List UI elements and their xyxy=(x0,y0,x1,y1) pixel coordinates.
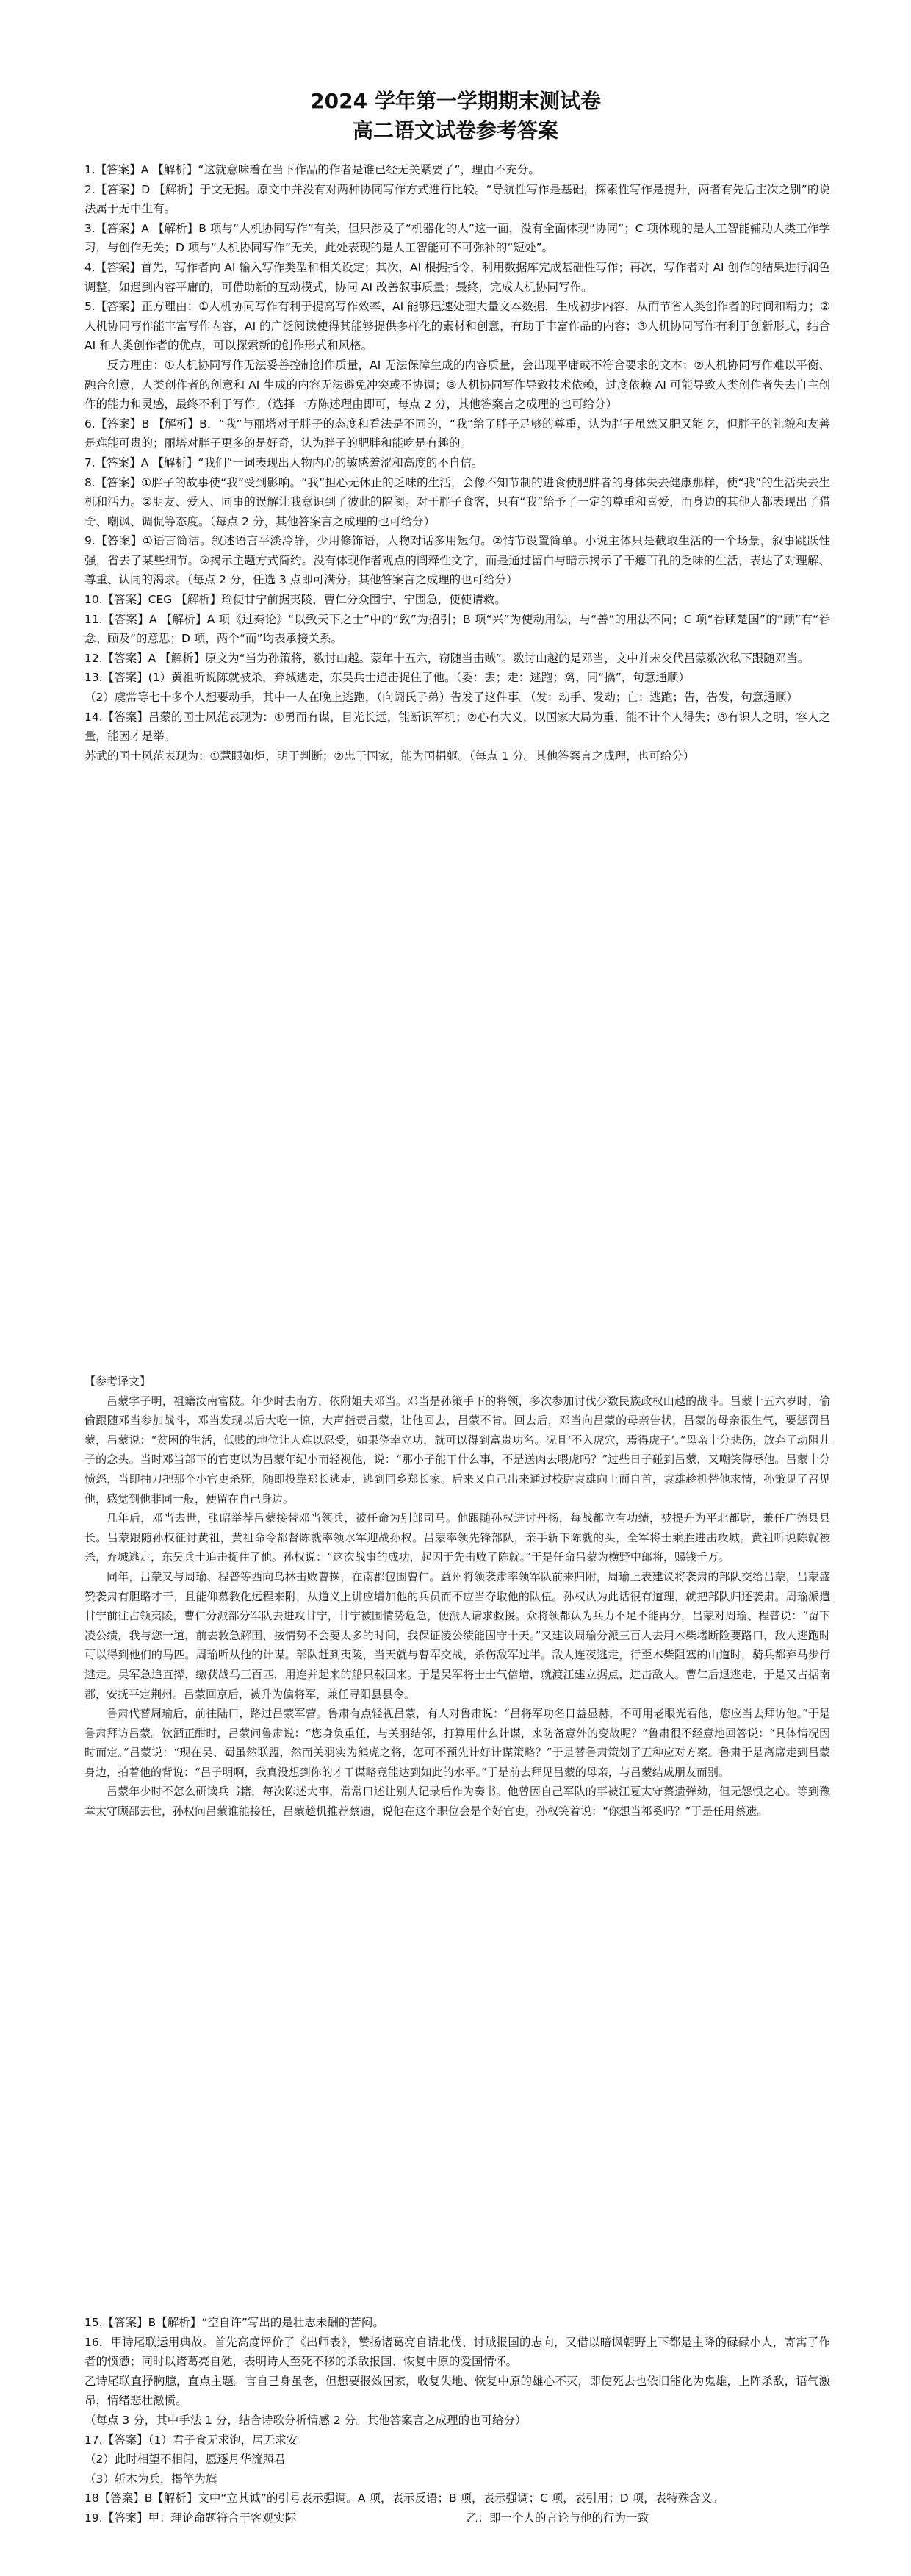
answer-item: 10.【答案】CEG 【解析】瑜使甘宁前据夷陵，曹仁分众围宁，宁围急，使使请救。 xyxy=(84,593,506,607)
answer-item: 2.【答案】D 【解析】于文无据。原文中并没有对两种协同写作方式进行比较。“导航性写作是基础，探索性写作是提升，两者有先后主次之别”的说法属于无中生有。 xyxy=(84,182,830,216)
answer-item: 13.【答案】(1）黄祖听说陈就被杀，弃城逃走，东吴兵士追击捉住了他。（委：丢；走：逃跑；禽，同“擒”，句意通顺） xyxy=(84,671,690,685)
answer-item: 8.【答案】①胖子的故事使“我”受到影响。“我”担心无休止的乏味的生活，会像不知节制的进食使肥胖者的身体失去健康那样，使“我”的生活失去生机和活力。②朋友、爱人、同事的误解让我意识到了彼此的隔阂。对于胖子食客，只有“我”给予了一定的尊重和喜爱，而身边的其他人都表现出了猎奇、嘲讽、调侃等态度。（每点 2 分，其他答案言之成理的也可给分） xyxy=(84,475,830,528)
translation-paragraph: 吕蒙字子明，祖籍汝南富陂。年少时去南方，依附姐夫邓当。邓当是孙策手下的将领，多次参加讨伐少数民族政权山越的战斗。吕蒙十五六岁时，偷偷跟随邓当参加战斗，邓当发现以后大吃一惊，大声指责吕蒙，让他回去，吕蒙不肯。回去后，邓当向吕蒙的母亲告状，吕蒙的母亲很生气，要惩罚吕蒙，吕蒙说：“贫困的生活，低贱的地位让人难以忍受，如果侥幸立功，就可以得到富贵功名。况且‘不入虎穴，焉得虎子’。”母亲十分悲伤，放弃了动阻儿子的念头。当时邓当部下的官吏以为吕蒙年纪小而轻视他，说：“那小子能干什么事，不是送肉去喂虎吗？”过些日子碰到吕蒙，又嘲笑侮辱他。吕蒙十分愤怒，当即抽刀把那个小官吏杀死，随即投靠郑长逃走，逃到同乡郑长家。后来又自己出来通过校尉袁雄向上面自首，袁雄趁机替他求情，孙策见了召见他，感觉到他非同一般，便留在自己身边。 xyxy=(84,1394,830,1505)
answer-item: 苏武的国士风范表现为：①慧眼如炬，明于判断；②忠于国家，能为国捐躯。（每点 1 分。其他答案言之成理，也可给分） xyxy=(84,749,695,763)
exam-title: 2024 学年第一学期期末测试卷 xyxy=(310,89,601,113)
answer-item: 7.【答案】A 【解析】“我们”一词表现出人物内心的敏感羞涩和高度的不自信。 xyxy=(84,456,483,469)
answer-item: 14.【答案】吕蒙的国士风范表现为：①勇而有谋，目光长远，能断识军机；②心有大义，以国家大局为重，能不计个人得失；③有识人之明，容人之量，能因才是举。 xyxy=(84,710,830,744)
reference-translation xyxy=(84,1372,830,1821)
answer-item: 17.【答案】（1）君子食无求饱，居无求安 xyxy=(84,2433,298,2447)
answer-item: 5.【答案】正方理由：①人机协同写作有利于提高写作效率，AI 能够迅速处理大量文本数据，生成初步内容，从而节省人类创作者的时间和精力；②人机协同写作能丰富写作内容，AI 的广泛阅读使得其能够提供多样化的素材和创意，有助于丰富作品的内容；③人机协同写作有利于创新形式，结合 AI 和人类创作者的优点，可以探索新的创作形式和风格。 xyxy=(84,300,830,353)
translation-paragraph: 同年，吕蒙又与周瑜、程普等西向乌林击败曹操，在南郡包围曹仁。益州将领袭肃率领军队前来归附，周瑜上表建议将袭肃的部队交给吕蒙，吕蒙盛赞袭肃有胆略才干，且能仰慕教化远程来附，从道义上讲应增加他的兵员而不应当夺取他的队伍。孙权认为此话很有道理，就把部队归还袭肃。周瑜派遣甘宁前往占领夷陵，曹仁分派部分军队去进攻甘宁，甘宁被围情势危急，便派人请求救援。众将领都认为兵力不足不能再分，吕蒙对周瑜、程普说：“留下凌公绩，我与您一道，前去救急解围，按情势不会要太多的时间，我保证凌公绩能固守十天。”又建议周瑜分派三百人去用木柴堵断险要路口，敌人逃跑时可以得到他们的马匹。周瑜听从他的计谋。部队赶到夷陵，当天就与曹军交战，杀伤敌军过半。敌人连夜逃走，行至木柴阻塞的山道时，骑兵都弃马步行逃走。吴军急追直撵，缴获战马三百匹，用连并起来的船只载回来。于是吴军将士士气倍增，就渡江建立据点，进击敌人。曹仁后退逃走，于是又占据南郡，安抚平定荆州。吕蒙回京后，被升为偏将军，兼任寻阳县县令。 xyxy=(84,1569,830,1701)
answer-19-part-b: 乙：即一个人的言论与他的行为一致 xyxy=(467,2511,649,2525)
translation-paragraph: 几年后，邓当去世，张昭举荐吕蒙接替邓当领兵，被任命为别部司马。他跟随孙权进讨丹杨，每战都立有功绩，被提升为平北都尉，兼任广德县县长。吕蒙跟随孙权征讨黄祖，黄祖命令都督陈就率领水军迎战孙权。吕蒙率领先锋部队，亲手斩下陈就的头，全军将士乘胜进击攻城。黄祖听说陈就被杀，弃城逃走，东吴兵士追击捉住了他。孙权说：“这次战事的成功，起因于先击败了陈就。”于是任命吕蒙为横野中郎将，赐钱千万。 xyxy=(84,1511,830,1564)
document-header xyxy=(0,87,911,145)
answer-item: 9.【答案】①语言简洁。叙述语言平淡冷静，少用修饰语，人物对话多用短句。②情节设置简单。小说主体只是截取生活的一个场景，叙事跳跃性强，省去了某些细节。③揭示主题方式简约。没有体现作者观点的阐释性文字，而是通过留白与暗示揭示了干瘪百孔的乏味的生活，表达了对理解、尊重、认同的渴求。（每点 2 分，任选 3 点即可满分。其他答案言之成理的也可给分） xyxy=(84,534,830,587)
answer-item: 11.【答案】A 【解析】A 项《过秦论》“以致天下之士”中的“致”为招引；B 项“兴”为使动用法，与“善”的用法不同；C 项“眷顾楚国”的“顾”有“眷念、顾及”的意思；D 项，两个“而”均表承接关系。 xyxy=(84,612,830,646)
answer-item: 18【答案】B【解析】文中“立其诚”的引号表示强调。A 项，表示反语；B 项，表示强调；C 项，表引用；D 项，表特殊含义。 xyxy=(84,2492,724,2505)
answer-item-continued: 反方理由：①人机协同写作无法妥善控制创作质量，AI 无法保障生成的内容质量，会出现平庸或不符合要求的文本；②人机协同写作难以平衡、融合创意，人类创作者的创意和 AI 生成的内容无法避免冲突或不协调；③人机协同写作导致技术依赖，过度依赖 AI 可能导致人类创作者失去自主创作的能力和灵感，最终不利于写作。（选择一方陈述理由即可，每点 2 分，其他答案言之成理的也可给分） xyxy=(84,358,830,411)
translation-paragraph: 吕蒙年少时不怎么研读兵书籍，每次陈述大事，常常口述让别人记录后作为奏书。他曾因自己军队的事被江夏太守蔡遗弹劾，但无怨恨之心。等到豫章太守顾邵去世，孙权问吕蒙谁能接任，吕蒙趁机推荐蔡遗，说他在这个职位会是个好官吏，孙权笑着说：“你想当祁奚吗？”于是任用蔡遗。 xyxy=(84,1785,830,1818)
translation-heading: 【参考译文】 xyxy=(84,1375,151,1388)
answer-item: 6.【答案】B 【解析】B．“我”与丽塔对于胖子的态度和看法是不同的，“我”给了胖子足够的尊重，认为胖子虽然又肥又能吃，但胖子的礼貌和友善是难能可贵的；丽塔对胖子更多的是好奇，认为胖子的肥胖和能吃是有趣的。 xyxy=(84,417,830,450)
answers-section-2 xyxy=(84,2313,830,2528)
answer-item-19 xyxy=(84,2508,830,2528)
translation-paragraph: 鲁肃代替周瑜后，前往陆口，路过吕蒙军营。鲁肃有点轻视吕蒙，有人对鲁肃说：“吕将军功名日益显赫，不可用老眼光看他，您应当去拜访他。”于是鲁肃拜访吕蒙。饮酒正酣时，吕蒙问鲁肃说：“您身负重任，与关羽结邻，打算用什么计谋，来防备意外的变故呢？”鲁肃很不经意地回答说：“具体情况因时而定。”吕蒙说：“现在吴、蜀虽然联盟，然而关羽实为熊虎之将，怎可不预先计好计谋策略？”于是替鲁肃策划了五种应对方案。鲁肃于是离席走到吕蒙身边，拍着他的背说：“吕子明啊，我真没想到你的才干谋略竟能达到如此的水平。”于是前去拜见吕蒙的母亲，与吕蒙结成朋友而别。 xyxy=(84,1707,830,1779)
answer-item: 15.【答案】B【解析】“空自许”写出的是壮志未酬的苦闷。 xyxy=(84,2316,384,2329)
answer-item: 3.【答案】A 【解析】B 项与“人机协同写作”有关，但只涉及了“机器化的人”这一面，没有全面体现“协同”；C 项体现的是人工智能辅助人类工作学习，与创作无关；D 项与“人机协同写作”无关，此处表现的是人工智能可不可弥补的“短处”。 xyxy=(84,221,830,255)
answer-item: （2）虞常等七十多个人想要动手，其中一人在晚上逃跑，（向阏氏子弟）告发了这件事。（发：动手、发动；亡：逃跑；告，告发，句意通顺） xyxy=(84,691,798,705)
answers-section-1 xyxy=(84,160,830,766)
answer-item: （3）斩木为兵，揭竿为旗 xyxy=(84,2472,217,2486)
answer-item: （每点 3 分，其中手法 1 分，结合诗歌分析情感 2 分。其他答案言之成理的也可给分） xyxy=(84,2413,527,2427)
answer-item: 16．甲诗尾联运用典故。首先高度评价了《出师表》，赞扬诸葛亮自请北伐、讨贼报国的志向，又借以暗讽朝野上下都是主降的碌碌小人，寄寓了作者的愤懑；同时以诸葛亮自勉，表明诗人至死不移的杀敌报国、恢复中原的爱国情怀。 xyxy=(84,2335,830,2369)
answer-item: 4.【答案】首先，写作者向 AI 输入写作类型和相关设定；其次，AI 根据指令，利用数据库完成基础性写作；再次，写作者对 AI 创作的结果进行润色调整，如遇到内容平庸的，可借助新的互动模式，协同 AI 改善叙事质量；最终，完成人机协同写作。 xyxy=(84,260,830,294)
answer-item: 12.【答案】A 【解析】原文为“当为孙策将，数讨山越。蒙年十五六，窃随当击贼”。数讨山越的是邓当，文中并未交代吕蒙数次私下跟随邓当。 xyxy=(84,651,810,665)
answer-item: 1.【答案】A 【解析】“这就意味着在当下作品的作者是谁已经无关紧要了”，理由不充分。 xyxy=(84,163,540,176)
answer-item: （2）此时相望不相闻，愿逐月华流照君 xyxy=(84,2453,286,2467)
answer-key-title: 高二语文试卷参考答案 xyxy=(352,118,558,143)
answer-19-part-a: 19.【答案】甲：理论命题符合于客观实际 xyxy=(84,2511,297,2525)
answer-item: 乙诗尾联直抒胸臆，直点主题。言自己身虽老，但想要报效国家，收复失地、恢复中原的雄心不灭，即使死去也依旧能化为鬼雄，上阵杀敌，语气激昂，情绪悲壮激愤。 xyxy=(84,2374,830,2408)
